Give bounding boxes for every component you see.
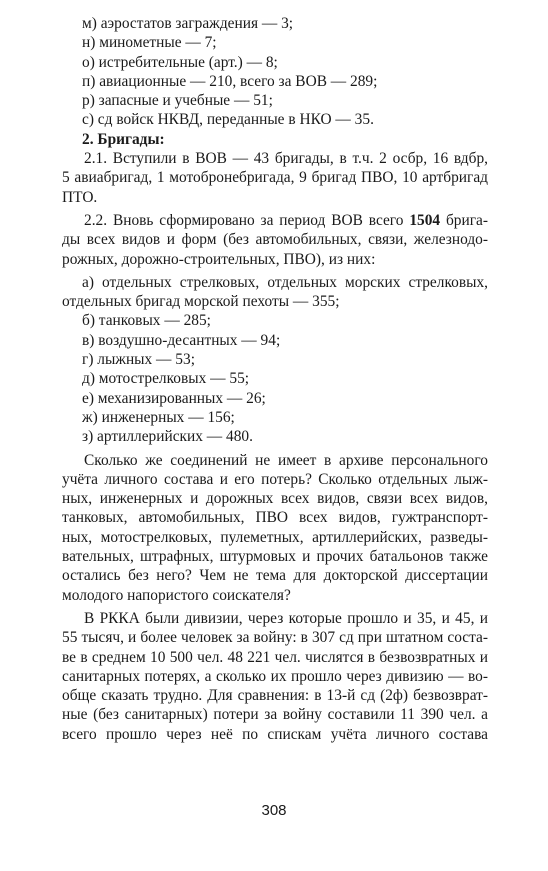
paragraph-line: 2.2. Вновь сформировано за период ВОВ всего 1504 брига- [84, 211, 488, 229]
paragraph-line: молодого напористого соискателя? [62, 586, 291, 604]
paragraph-line: танковых, автомобильных, ПВО всех видов, гужтранспорт- [62, 509, 488, 527]
paragraph-line: 2.1. Вступили в ВОВ — 43 бригады, в т.ч. 2 осбр, 16 вдбр, [84, 150, 488, 168]
section-heading-brigades: 2. Бригады: [82, 130, 165, 148]
paragraph-line: учёта личного состава и его потерь? Сколько отдельных лыж- [62, 470, 488, 488]
paragraph-2-2 [62, 211, 488, 269]
paragraph-line: ные (без санитарных) потери за войну составили 11 390 чел. а [62, 706, 488, 724]
list-item: з) артиллерийских — 480. [82, 428, 253, 446]
paragraph-line: всего прошло через неё по спискам учёта личного состава [62, 725, 488, 743]
paragraph-rkka [62, 609, 488, 744]
list-item: н) минометные — 7; [82, 34, 217, 52]
page-number: 308 [261, 802, 287, 819]
list-item: с) сд войск НКВД, переданные в НКО — 35. [82, 111, 374, 129]
list-item: м) аэростатов заграждения — 3; [82, 15, 294, 32]
paragraph-2-1 [62, 149, 488, 207]
paragraph-line: Сколько же соединений не имеет в архиве персонального [84, 451, 488, 469]
list-item: в) воздушно-десантных — 94; [82, 331, 281, 349]
list-item: п) авиационные — 210, всего за ВОВ — 289; [82, 72, 378, 90]
paragraph-line: ных, мотострелковых, пулеметных, артиллерийских, разведы- [62, 528, 488, 546]
list-item: о) истребительные (арт.) — 8; [82, 53, 278, 71]
paragraph-line: ных, инженерных и дорожных всех видов, связи всех видов, [62, 490, 488, 508]
paragraph-line: рожных, дорожно-строительных, ПВО), из них: [62, 250, 376, 268]
divisions-list-continued [62, 14, 488, 130]
paragraph-question [62, 451, 488, 605]
paragraph-line: В РККА были дивизии, через которые прошло и 35, и 45, и [84, 609, 488, 627]
list-item: б) танковых — 285; [82, 312, 211, 330]
list-item: д) мотострелковых — 55; [82, 370, 250, 388]
total-brigades-count: 1504 [409, 211, 441, 229]
paragraph-line: вательных, штрафных, штурмовых и прочих батальонов также [62, 548, 488, 566]
brigades-list [62, 273, 488, 447]
list-item: а) отдельных стрелковых, отдельных морских стрелковых, [82, 273, 488, 291]
list-item-continuation: отдельных бригад морской пехоты — 355; [62, 293, 340, 311]
list-item: р) запасные и учебные — 51; [82, 92, 273, 110]
paragraph-line: 55 тысяч, и более человек за войну: в 307 сд при штатном соста- [62, 629, 488, 647]
paragraph-line: ве в среднем 10 500 чел. 48 221 чел. числятся в безвозвратных и [62, 648, 488, 666]
list-item: г) лыжных — 53; [82, 351, 195, 369]
list-item: е) механизированных — 26; [82, 389, 266, 407]
list-item: ж) инженерных — 156; [82, 408, 235, 426]
paragraph-line: ды всех видов и форм (без автомобильных, связи, железнодо- [62, 231, 488, 249]
paragraph-line: остались без него? Чем не тема для докторской диссертации [62, 567, 488, 585]
paragraph-line: 5 авиабригад, 1 мотобронебригада, 9 бригад ПВО, 10 артбригад [62, 169, 488, 187]
document-page [62, 14, 488, 744]
paragraph-line: обще сказать трудно. Для сравнения: в 13-й сд (2ф) безвозврат- [62, 687, 488, 705]
paragraph-line: санитарных потерях, а сколько их прошло через дивизию — во- [62, 667, 488, 685]
paragraph-line: ПТО. [62, 188, 98, 206]
